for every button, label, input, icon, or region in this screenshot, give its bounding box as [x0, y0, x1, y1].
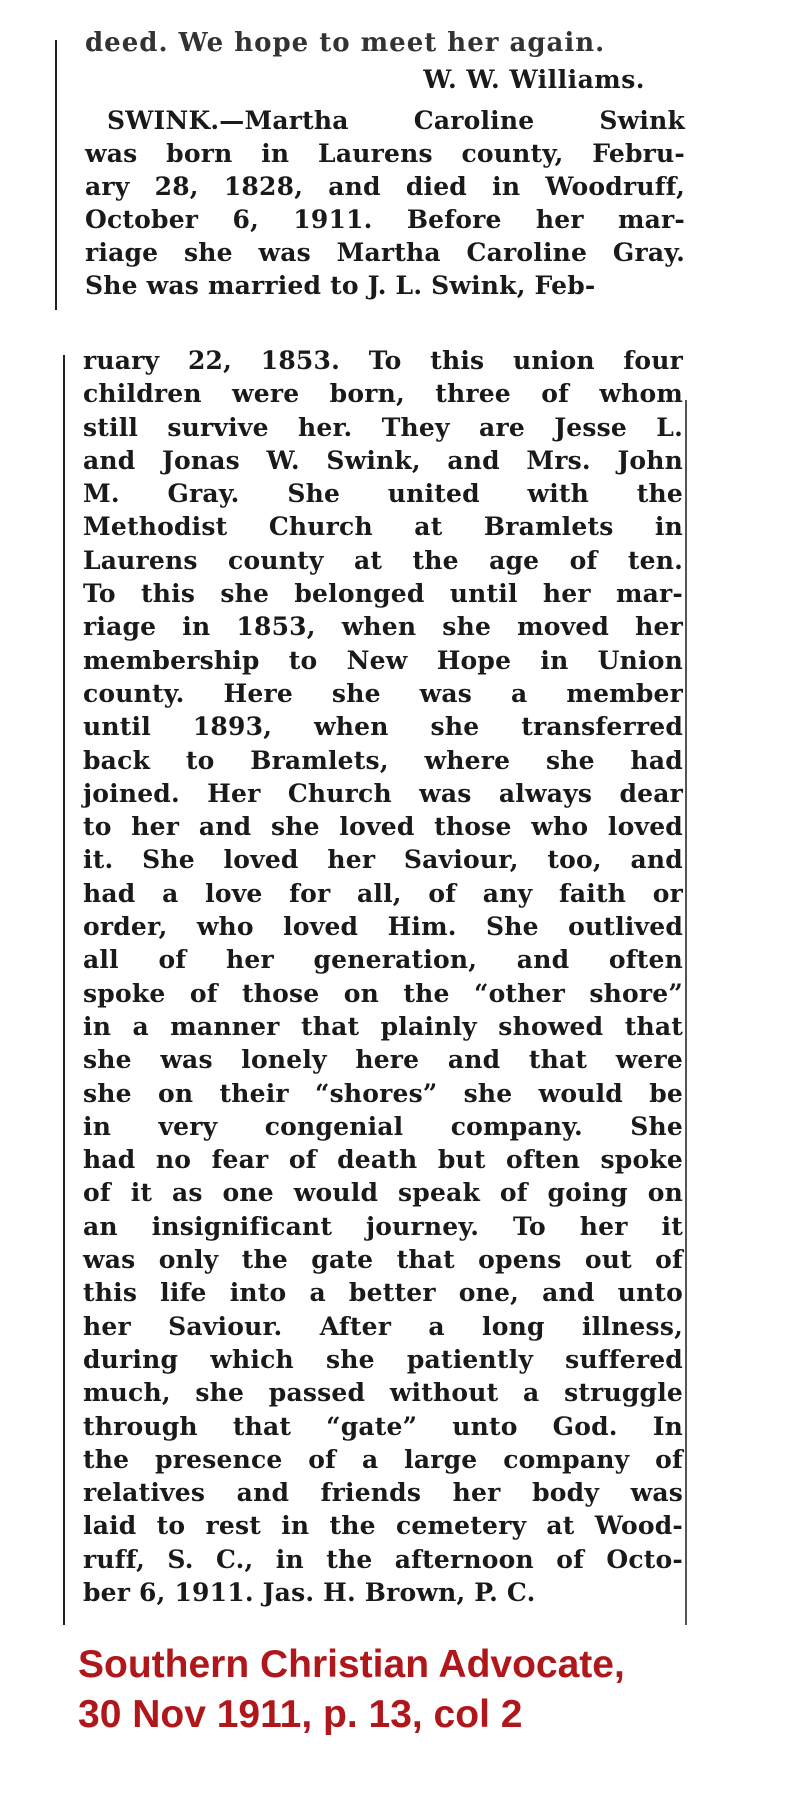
text-line: SWINK.—Martha Caroline Swink [107, 106, 685, 135]
text-line: She was married to J. L. Swink, Feb- [85, 271, 596, 300]
cut-off-line [85, 28, 645, 66]
text-line: To this she belonged until her mar- [83, 579, 683, 609]
text-line: all of her generation, and often [83, 945, 683, 975]
text-line: riage she was Martha Caroline Gray. [85, 238, 685, 267]
cut-off-text: deed. We hope to meet her again. [85, 28, 606, 58]
text-line: in very congenial company. She [83, 1111, 683, 1141]
text-line: had no fear of death but often spoke [83, 1145, 683, 1175]
text-line: the presence of a large company of [83, 1444, 683, 1474]
signature-williams: W. W. Williams. [423, 65, 645, 94]
text-line: still survive her. They are Jesse L. [83, 412, 683, 442]
text-line: relatives and friends her body was [83, 1478, 683, 1508]
text-line: through that “gate” unto God. In [83, 1411, 683, 1441]
text-line: laid to rest in the cemetery at Wood- [83, 1511, 683, 1541]
text-line: her Saviour. After a long illness, [83, 1311, 683, 1341]
text-line: order, who loved Him. She outlived [83, 912, 683, 942]
caption-publication: Southern Christian Advocate, [78, 1643, 625, 1686]
column-rule-right [685, 400, 687, 1625]
obituary-paragraph-1 [85, 104, 685, 302]
obituary-paragraph-2 [83, 344, 683, 1609]
text-line: until 1893, when she transferred [83, 712, 683, 742]
source-caption [78, 1640, 778, 1740]
text-line: to her and she loved those who loved [83, 812, 683, 842]
text-line: ary 28, 1828, and died in Woodruff, [85, 172, 685, 201]
text-line: she on their “shores” she would be [83, 1078, 683, 1108]
text-line: ruary 22, 1853. To this union four [83, 346, 683, 375]
text-line: M. Gray. She united with the [83, 479, 683, 509]
text-line: riage in 1853, when she moved her [83, 612, 683, 642]
text-line: had a love for all, of any faith or [83, 878, 683, 908]
text-line: spoke of those on the “other shore” [83, 978, 683, 1008]
text-line: and Jonas W. Swink, and Mrs. John [83, 445, 683, 475]
text-line: of it as one would speak of going on [83, 1178, 683, 1208]
text-line: ber 6, 1911. Jas. H. Brown, P. C. [83, 1577, 536, 1607]
text-line: membership to New Hope in Union [83, 645, 683, 675]
text-line: in a manner that plainly showed that [83, 1011, 683, 1041]
text-line: this life into a better one, and unto [83, 1278, 683, 1308]
text-line: ruff, S. C., in the afternoon of Octo- [83, 1544, 683, 1574]
text-line: was born in Laurens county, Febru- [85, 139, 685, 168]
text-line: much, she passed without a struggle [83, 1378, 683, 1408]
text-line: she was lonely here and that were [83, 1045, 683, 1075]
text-line: joined. Her Church was always dear [83, 778, 683, 808]
text-line: county. Here she was a member [83, 678, 683, 708]
text-line: an insignificant journey. To her it [83, 1211, 683, 1241]
text-line: children were born, three of whom [83, 379, 683, 409]
text-line: was only the gate that opens out of [83, 1245, 683, 1275]
text-line: it. She loved her Saviour, too, and [83, 845, 683, 875]
text-line: Methodist Church at Bramlets in [83, 512, 683, 542]
text-line: during which she patiently suffered [83, 1344, 683, 1374]
text-line: October 6, 1911. Before her mar- [85, 205, 685, 234]
column-rule-left [63, 355, 65, 1625]
text-line: Laurens county at the age of ten. [83, 545, 683, 575]
text-line: back to Bramlets, where she had [83, 745, 683, 775]
caption-date-page: 30 Nov 1911, p. 13, col 2 [78, 1693, 523, 1736]
